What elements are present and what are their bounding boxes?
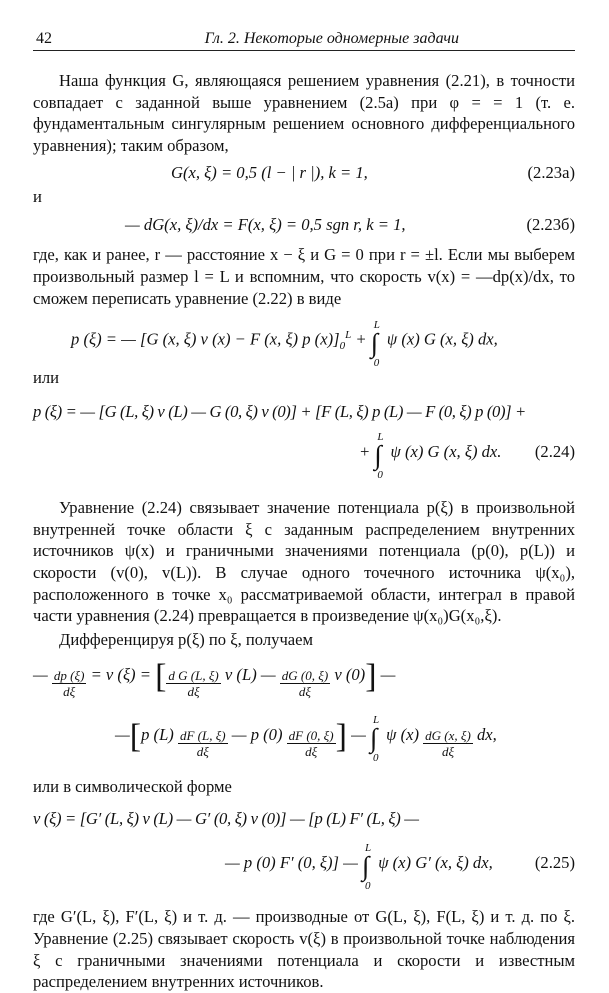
equation-p-xi-lhs: p (ξ) = — [G (x, ξ) v (x) − F (x, ξ) p (x)] xyxy=(71,329,340,349)
integral-upper-limit: L xyxy=(373,318,380,331)
bracket-lower-limit: 0 xyxy=(339,340,346,352)
equation-2-23a xyxy=(33,162,575,186)
integral-lower-limit: 0 xyxy=(372,752,379,765)
equation-2-25-number: (2.25) xyxy=(534,853,575,873)
equation-2-23a-number: (2.23а) xyxy=(527,163,575,183)
or-line-1 xyxy=(33,367,575,391)
term-p-L: p (L) xyxy=(141,725,174,745)
integral-sign: ∫ xyxy=(369,723,378,754)
integral xyxy=(362,842,374,893)
paragraph-differentiate: Дифференцируя p(ξ) по ξ, получаем xyxy=(59,629,314,649)
equation-derivative-terms-1 xyxy=(33,658,396,700)
integral-upper-limit: L xyxy=(377,431,384,444)
fraction-dG-0: $\frac{dG (0, \xi)}{d\xi}$ xyxy=(281,668,329,700)
integral xyxy=(370,318,383,369)
integral-sign: ∫ xyxy=(374,440,382,471)
equation-2-25-terms-2 xyxy=(225,842,493,893)
equation-2-24-terms: p (ξ) = — [G (L, ξ) v (L) — G (0, ξ) v (0)] + [F (L, ξ) p (L) — F (0, ξ) p (0)] + xyxy=(33,402,526,422)
term-v-L: v (L) — xyxy=(224,665,276,685)
equation-2-24-integral-term xyxy=(359,431,502,482)
integral xyxy=(374,431,386,482)
equation-2-25-line-2 xyxy=(33,840,575,892)
book-page xyxy=(33,28,575,993)
equation-p-xi xyxy=(33,315,575,367)
minus-sign: — xyxy=(380,665,396,685)
running-title: Гл. 2. Некоторые одномерные задачи xyxy=(204,30,459,47)
equation-2-23b xyxy=(33,214,575,238)
page-number: 42 xyxy=(36,30,52,47)
equation-2-24-number: (2.24) xyxy=(534,442,575,462)
bracket-upper-limit: L xyxy=(345,329,352,342)
paragraph-potential: Уравнение (2.24) связывает значение потенциала p(ξ) в произвольной внутренней точке области ξ с заданным распределением внутренних источников ψ(x) и граничными значениями потенциала (p(0), p(L)) и скорости (v(0), v(L)). В случае одного точечного источника ψ(x₀), расположенного в точке x₀ рассматриваемой области, интеграл в правой части уравнения (2.24) превращается в произведение ψ(x₀)G(x₀,ξ). xyxy=(33,498,575,626)
equation-derivative-line-2 xyxy=(33,712,575,770)
boundary-term: — p (0) F′ (0, ξ)] — xyxy=(225,853,358,873)
integral-lower-limit: 0 xyxy=(377,469,383,482)
equation-2-24-line-1 xyxy=(33,401,575,425)
equation-p-xi-formula xyxy=(71,318,498,369)
equation-2-24-line-2 xyxy=(33,429,575,481)
term-dx: dx, xyxy=(476,725,497,745)
equation-2-23b-number: (2.23б) xyxy=(526,215,575,235)
integral-upper-limit: L xyxy=(372,714,380,727)
and-line xyxy=(33,186,575,210)
paragraph-conclusion: где G′(L, ξ), F′(L, ξ) и т. д. — производные от G(L, ξ), F(L, ξ) и т. д. по ξ. Уравнение (2.25) связывает скорость v(ξ) в произвольной точке наблюдения ξ с граничными значениями потенциала и скорости и известным распределением внутренних источников. xyxy=(33,907,575,992)
plus-sign: + xyxy=(355,329,367,349)
integral-sign: ∫ xyxy=(362,851,370,882)
integrand: ψ (x) G (x, ξ) dx, xyxy=(386,329,498,349)
equation-2-23a-formula: G(x, ξ) = 0,5 (l − | r |), k = 1, xyxy=(171,163,368,183)
word-symbolic-form: или в символической форме xyxy=(33,777,232,797)
equation-2-25-terms-1: v (ξ) = [G′ (L, ξ) v (L) — G′ (0, ξ) v (0)] — [p (L) F′ (L, ξ) — xyxy=(33,809,419,829)
integral-lower-limit: 0 xyxy=(365,880,371,893)
fraction-dF-L: $\frac{dF (L, \xi)}{d\xi}$ xyxy=(179,728,226,760)
term-v-0: v (0) xyxy=(334,665,366,685)
paragraph-intro: Наша функция G, являющаяся решением уравнения (2.21), в точности совпадает с заданной выше уравнением (2.5а) при φ = = 1 (т. е. фундаментальным сингулярным решением основного дифференциального уравнения); таким образом, xyxy=(33,71,575,155)
right-bracket: ] xyxy=(365,658,377,696)
left-bracket: [ xyxy=(155,658,167,696)
equation-derivative-terms-2 xyxy=(115,714,497,765)
fraction-dp-dxi: $\frac{dp (\xi)}{d\xi}$ xyxy=(53,668,85,700)
minus-sign: — xyxy=(33,665,48,685)
integral-upper-limit: L xyxy=(365,842,372,855)
symbolic-line xyxy=(33,776,575,800)
integral xyxy=(369,714,382,765)
left-bracket: [ xyxy=(129,718,142,756)
word-or: или xyxy=(33,368,60,388)
integral-lower-limit: 0 xyxy=(373,356,380,369)
right-bracket: ] xyxy=(335,718,347,756)
plus-sign: + xyxy=(359,442,371,462)
fraction-dG-x: $\frac{dG (x, \xi)}{d\xi}$ xyxy=(425,728,471,760)
minus-sign: — xyxy=(115,725,130,745)
term-p-0: — p (0) xyxy=(231,725,283,745)
paragraph-definitions: где, как и ранее, r — расстояние x − ξ и G = 0 при r = ±l. Если мы выберем произвольный размер l = L и вспомним, что скорость v(x) = —dp(x)/dx, то сможем переписать уравнение (2.22) в виде xyxy=(33,245,575,308)
term-psi: ψ (x) xyxy=(386,725,420,745)
word-and: и xyxy=(33,187,42,207)
fraction-dG-L: $\frac{\text{d G (L, ξ)}}{d\xi}$ xyxy=(168,668,219,700)
minus-sign: — xyxy=(351,725,366,745)
integrand: ψ (x) G (x, ξ) dx. xyxy=(390,442,502,462)
equation-derivative-line-1 xyxy=(33,656,575,702)
equation-2-23b-formula: — dG(x, ξ)/dx = F(x, ξ) = 0,5 sgn r, k = 1, xyxy=(125,215,406,235)
running-header xyxy=(33,28,575,51)
integral-sign: ∫ xyxy=(370,327,379,358)
integrand: ψ (x) G′ (x, ξ) dx, xyxy=(378,853,493,873)
equation-2-25-line-1 xyxy=(33,808,575,832)
velocity-term: = v (ξ) = xyxy=(90,665,151,685)
fraction-dF-0: $\frac{dF (0, \xi)}{d\xi}$ xyxy=(288,728,334,760)
